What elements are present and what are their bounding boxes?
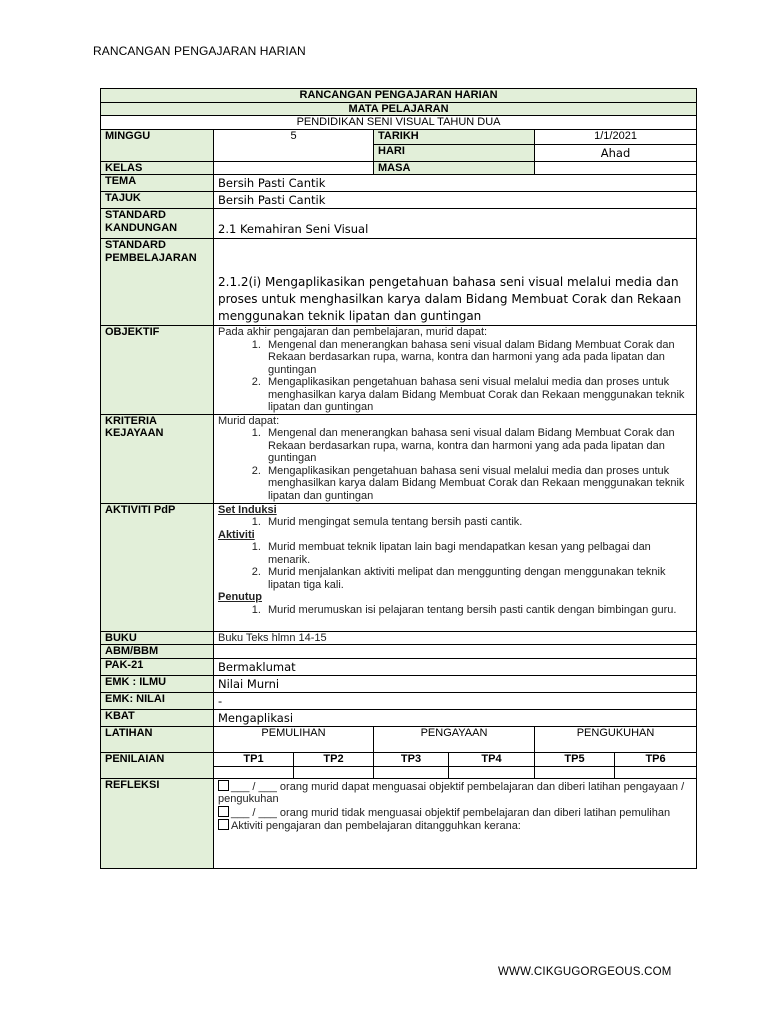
pak-label: PAK-21 [101, 658, 214, 675]
sk-value: 2.1 Kemahiran Seni Visual [214, 209, 697, 239]
kriteria-list [218, 427, 692, 502]
penutup-heading: Penutup [218, 591, 262, 603]
kbat-label: KBAT [101, 709, 214, 726]
buku-label: BUKU [101, 631, 214, 645]
tp1-cell[interactable] [214, 766, 294, 778]
masa-value [535, 161, 697, 175]
sp-label-line-1: STANDARD [105, 239, 166, 251]
list-item: 1. Murid mengingat semula tentang bersih pasti cantik. [264, 516, 692, 529]
refleksi-text-3: Aktiviti pengajaran dan pembelajaran ditangguhkan kerana: [231, 820, 521, 832]
objektif-label: OBJEKTIF [101, 326, 214, 415]
sp-label [101, 239, 214, 326]
list-item: 1. Murid membuat teknik lipatan lain bagi mendapatkan kesan yang pelbagai dan menarik. [264, 541, 692, 566]
latihan-pengayaan: PENGAYAAN [374, 726, 535, 752]
doc-title: RANCANGAN PENGAJARAN HARIAN [101, 89, 697, 103]
kbat-value: Mengaplikasi [214, 709, 697, 726]
masa-label: MASA [374, 161, 535, 175]
tema-label: TEMA [101, 175, 214, 192]
sp-value: 2.1.2(i) Mengaplikasikan pengetahuan bahasa seni visual melalui media dan proses untuk menghasilkan karya dalam Bidang Membuat Corak dan Rekaan menggunakan teknik lipatan dan guntingan [214, 239, 697, 326]
refleksi-line-2 [218, 806, 692, 820]
checkbox-icon[interactable] [218, 780, 229, 791]
emk-nilai-label: EMK: NILAI [101, 692, 214, 709]
kriteria-cell [214, 414, 697, 503]
latihan-pemulihan: PEMULIHAN [214, 726, 374, 752]
tp5-cell[interactable] [535, 766, 615, 778]
refleksi-line-1 [218, 780, 692, 806]
aktiviti-label: AKTIVITI PdP [101, 503, 214, 631]
emk-nilai-value: - [214, 692, 697, 709]
refleksi-cell [214, 778, 697, 868]
tajuk-value: Bersih Pasti Cantik [214, 192, 697, 209]
emk-ilmu-value: Nilai Murni [214, 675, 697, 692]
tp4-cell[interactable] [449, 766, 535, 778]
refleksi-line-3 [218, 819, 692, 833]
lesson-plan-table [100, 88, 697, 869]
abm-value [214, 645, 697, 659]
aktiviti-heading: Aktiviti [218, 528, 255, 541]
sp-label-line-2: PEMBELAJARAN [105, 251, 197, 264]
tp4-header: TP4 [449, 752, 535, 766]
tp2-cell[interactable] [294, 766, 374, 778]
emk-ilmu-label: EMK : ILMU [101, 675, 214, 692]
hari-value: Ahad [535, 144, 697, 161]
tarikh-label: TARIKH [374, 129, 535, 144]
list-item: 2. Mengaplikasikan pengetahuan bahasa seni visual melalui media dan proses untuk menghasilkan karya dalam Bidang Membuat Corak dan Rekaan menggunakan teknik lipatan dan guntingan [264, 376, 692, 414]
objektif-cell [214, 326, 697, 415]
page-footer: WWW.CIKGUGORGEOUS.COM [498, 966, 672, 978]
subject-heading: MATA PELAJARAN [101, 102, 697, 116]
checkbox-icon[interactable] [218, 819, 229, 830]
buku-value: Buku Teks hlmn 14-15 [214, 631, 697, 645]
minggu-value: 5 [214, 129, 374, 161]
penilaian-label: PENILAIAN [101, 752, 214, 778]
page-header: RANCANGAN PENGAJARAN HARIAN [93, 44, 306, 58]
penutup-list [218, 604, 692, 617]
subject-name: PENDIDIKAN SENI VISUAL TAHUN DUA [101, 116, 697, 130]
tp3-header: TP3 [374, 752, 449, 766]
aktiviti-cell [214, 503, 697, 631]
refleksi-label: REFLEKSI [101, 778, 214, 868]
tema-value: Bersih Pasti Cantik [214, 175, 697, 192]
tp3-cell[interactable] [374, 766, 449, 778]
tp6-header: TP6 [615, 752, 697, 766]
kelas-value [214, 161, 374, 175]
refleksi-text-2: ___ / ___ orang murid tidak menguasai objektif pembelajaran dan diberi latihan pemulihan [231, 806, 671, 819]
sk-label [101, 209, 214, 239]
kriteria-intro: Murid dapat: [218, 414, 280, 427]
objektif-list [218, 339, 692, 414]
latihan-pengukuhan: PENGUKUHAN [535, 726, 697, 752]
checkbox-icon[interactable] [218, 806, 229, 817]
sk-label-line-1: STANDARD [105, 209, 166, 221]
tarikh-value: 1/1/2021 [535, 129, 697, 144]
hari-label: HARI [374, 144, 535, 161]
sk-label-line-2: KANDUNGAN [105, 221, 178, 234]
list-item: 1. Mengenal dan menerangkan bahasa seni visual dalam Bidang Membuat Corak dan Rekaan berdasarkan rupa, warna, kontra dan harmoni yang ada pada lipatan dan guntingan [264, 339, 692, 377]
abm-label: ABM/BBM [101, 645, 214, 659]
refleksi-text-1: ___ / ___ orang murid dapat menguasai objektif pembelajaran dan diberi latihan pengayaan / pengukuhan [218, 780, 685, 805]
tp2-header: TP2 [294, 752, 374, 766]
set-induksi-list [218, 516, 692, 529]
tp5-header: TP5 [535, 752, 615, 766]
minggu-label: MINGGU [101, 129, 214, 161]
list-item: 2. Mengaplikasikan pengetahuan bahasa seni visual melalui media dan proses untuk menghasilkan karya dalam Bidang Membuat Corak dan Rekaan menggunakan teknik lipatan dan guntingan [264, 465, 692, 503]
latihan-label: LATIHAN [101, 726, 214, 752]
set-induksi-heading: Set Induksi [218, 503, 277, 516]
list-item: 2. Murid menjalankan aktiviti melipat dan menggunting dengan menggunakan teknik lipatan tiga kali. [264, 566, 692, 591]
pak-value: Bermaklumat [214, 658, 697, 675]
objektif-intro: Pada akhir pengajaran dan pembelajaran, murid dapat: [218, 326, 488, 338]
list-item: 1. Mengenal dan menerangkan bahasa seni visual dalam Bidang Membuat Corak dan Rekaan berdasarkan rupa, warna, kontra dan harmoni yang ada pada lipatan dan guntingan [264, 427, 692, 465]
kriteria-label-line-1: KRITERIA [105, 414, 157, 427]
kriteria-label-line-2: KEJAYAAN [105, 427, 164, 439]
tajuk-label: TAJUK [101, 192, 214, 209]
tp6-cell[interactable] [615, 766, 697, 778]
kelas-label: KELAS [101, 161, 214, 175]
list-item: 1. Murid merumuskan isi pelajaran tentang bersih pasti cantik dengan bimbingan guru. [264, 604, 692, 617]
tp1-header: TP1 [214, 752, 294, 766]
aktiviti-list [218, 541, 692, 591]
kriteria-label [101, 414, 214, 503]
